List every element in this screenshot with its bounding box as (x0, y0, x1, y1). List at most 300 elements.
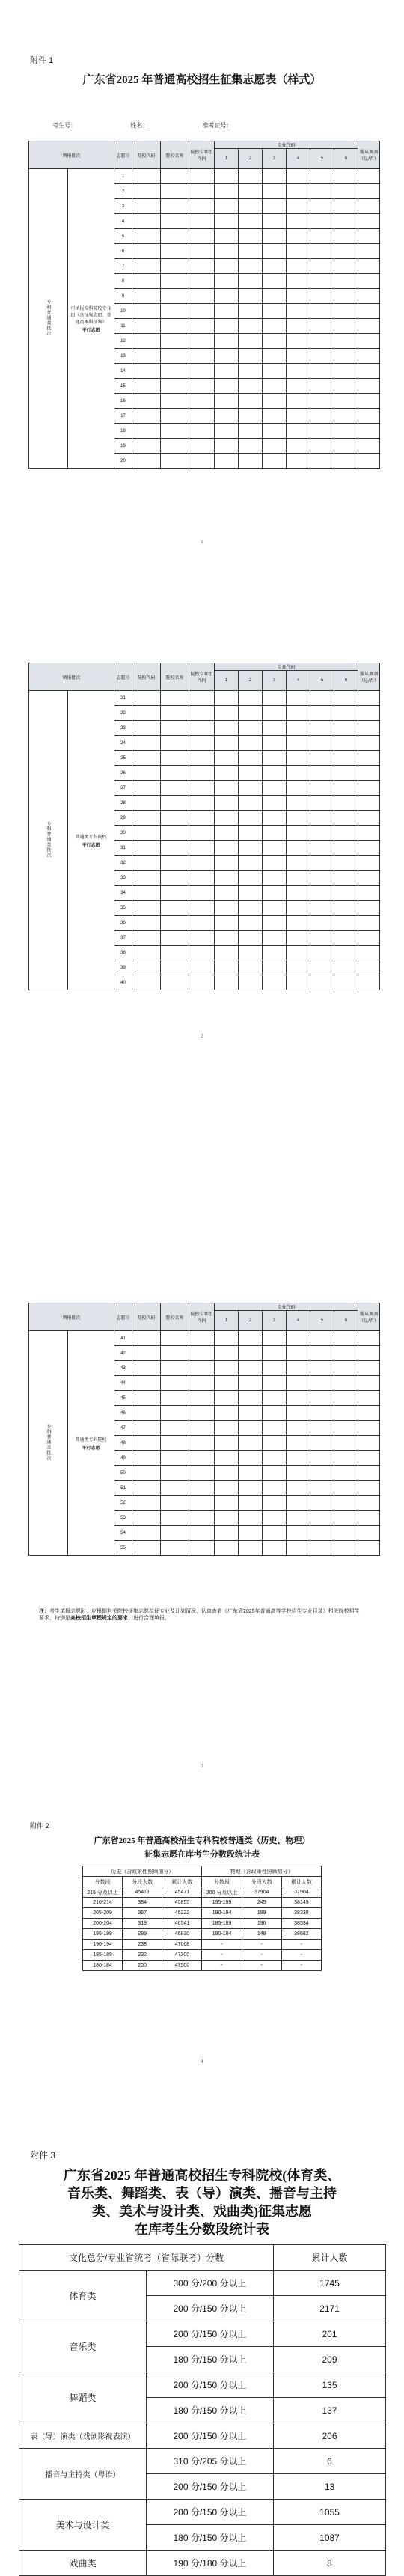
input-cell[interactable] (334, 409, 358, 424)
input-cell[interactable] (215, 1331, 239, 1346)
input-cell[interactable] (161, 1376, 189, 1391)
input-cell[interactable] (263, 691, 287, 706)
input-cell[interactable] (161, 796, 189, 811)
input-cell[interactable] (239, 409, 263, 424)
input-cell[interactable] (189, 214, 215, 229)
input-cell[interactable] (161, 304, 189, 319)
input-cell[interactable] (215, 1526, 239, 1541)
input-cell[interactable] (189, 1451, 215, 1466)
input-cell[interactable] (239, 304, 263, 319)
input-cell[interactable] (239, 1526, 263, 1541)
input-cell[interactable] (287, 289, 310, 304)
input-cell[interactable] (215, 691, 239, 706)
input-cell[interactable] (161, 871, 189, 886)
input-cell[interactable] (358, 960, 380, 975)
input-cell[interactable] (132, 1451, 161, 1466)
input-cell[interactable] (358, 871, 380, 886)
input-cell[interactable] (239, 289, 263, 304)
input-cell[interactable] (189, 975, 215, 990)
input-cell[interactable] (263, 1466, 287, 1481)
input-cell[interactable] (287, 706, 310, 721)
input-cell[interactable] (334, 379, 358, 394)
input-cell[interactable] (263, 841, 287, 856)
input-cell[interactable] (215, 841, 239, 856)
input-cell[interactable] (132, 364, 161, 379)
input-cell[interactable] (161, 409, 189, 424)
input-cell[interactable] (334, 781, 358, 796)
input-cell[interactable] (215, 856, 239, 871)
input-cell[interactable] (334, 736, 358, 751)
input-cell[interactable] (287, 184, 310, 199)
input-cell[interactable] (263, 274, 287, 289)
input-cell[interactable] (358, 214, 380, 229)
input-cell[interactable] (263, 960, 287, 975)
input-cell[interactable] (239, 319, 263, 334)
input-cell[interactable] (161, 781, 189, 796)
input-cell[interactable] (189, 781, 215, 796)
input-cell[interactable] (189, 706, 215, 721)
input-cell[interactable] (215, 454, 239, 469)
input-cell[interactable] (189, 364, 215, 379)
input-cell[interactable] (287, 1331, 310, 1346)
input-cell[interactable] (239, 454, 263, 469)
input-cell[interactable] (334, 1436, 358, 1451)
input-cell[interactable] (239, 841, 263, 856)
input-cell[interactable] (310, 946, 334, 960)
input-cell[interactable] (358, 1421, 380, 1436)
input-cell[interactable] (239, 1496, 263, 1511)
input-cell[interactable] (263, 364, 287, 379)
input-cell[interactable] (239, 856, 263, 871)
input-cell[interactable] (263, 334, 287, 349)
input-cell[interactable] (334, 1391, 358, 1406)
input-cell[interactable] (239, 1376, 263, 1391)
input-cell[interactable] (132, 184, 161, 199)
input-cell[interactable] (310, 394, 334, 409)
input-cell[interactable] (161, 766, 189, 781)
input-cell[interactable] (358, 229, 380, 244)
input-cell[interactable] (189, 1541, 215, 1556)
input-cell[interactable] (334, 274, 358, 289)
input-cell[interactable] (215, 409, 239, 424)
input-cell[interactable] (334, 1496, 358, 1511)
input-cell[interactable] (287, 259, 310, 274)
input-cell[interactable] (287, 856, 310, 871)
input-cell[interactable] (287, 1481, 310, 1496)
input-cell[interactable] (334, 960, 358, 975)
input-cell[interactable] (161, 1496, 189, 1511)
input-cell[interactable] (287, 454, 310, 469)
input-cell[interactable] (215, 1361, 239, 1376)
input-cell[interactable] (161, 691, 189, 706)
input-cell[interactable] (310, 1361, 334, 1376)
input-cell[interactable] (215, 1376, 239, 1391)
input-cell[interactable] (287, 319, 310, 334)
input-cell[interactable] (263, 751, 287, 766)
input-cell[interactable] (239, 169, 263, 184)
input-cell[interactable] (239, 781, 263, 796)
input-cell[interactable] (239, 706, 263, 721)
input-cell[interactable] (215, 319, 239, 334)
input-cell[interactable] (189, 349, 215, 364)
input-cell[interactable] (334, 1361, 358, 1376)
input-cell[interactable] (189, 184, 215, 199)
input-cell[interactable] (263, 1406, 287, 1421)
input-cell[interactable] (239, 931, 263, 946)
input-cell[interactable] (263, 1511, 287, 1526)
input-cell[interactable] (310, 289, 334, 304)
input-cell[interactable] (334, 349, 358, 364)
input-cell[interactable] (132, 841, 161, 856)
input-cell[interactable] (334, 439, 358, 454)
input-cell[interactable] (239, 691, 263, 706)
input-cell[interactable] (358, 364, 380, 379)
input-cell[interactable] (263, 1346, 287, 1361)
input-cell[interactable] (132, 379, 161, 394)
input-cell[interactable] (310, 274, 334, 289)
input-cell[interactable] (263, 766, 287, 781)
input-cell[interactable] (263, 394, 287, 409)
input-cell[interactable] (132, 1346, 161, 1361)
input-cell[interactable] (189, 841, 215, 856)
input-cell[interactable] (189, 244, 215, 259)
input-cell[interactable] (310, 1331, 334, 1346)
input-cell[interactable] (358, 691, 380, 706)
input-cell[interactable] (334, 199, 358, 214)
input-cell[interactable] (287, 721, 310, 736)
input-cell[interactable] (287, 364, 310, 379)
input-cell[interactable] (239, 1481, 263, 1496)
input-cell[interactable] (358, 886, 380, 901)
input-cell[interactable] (215, 394, 239, 409)
input-cell[interactable] (334, 304, 358, 319)
input-cell[interactable] (161, 244, 189, 259)
input-cell[interactable] (334, 394, 358, 409)
input-cell[interactable] (334, 931, 358, 946)
input-cell[interactable] (287, 1361, 310, 1376)
input-cell[interactable] (215, 781, 239, 796)
input-cell[interactable] (161, 946, 189, 960)
input-cell[interactable] (132, 1436, 161, 1451)
input-cell[interactable] (132, 289, 161, 304)
input-cell[interactable] (132, 319, 161, 334)
input-cell[interactable] (358, 736, 380, 751)
input-cell[interactable] (287, 1421, 310, 1436)
input-cell[interactable] (132, 975, 161, 990)
input-cell[interactable] (239, 214, 263, 229)
input-cell[interactable] (310, 334, 334, 349)
input-cell[interactable] (189, 319, 215, 334)
input-cell[interactable] (215, 199, 239, 214)
input-cell[interactable] (263, 424, 287, 439)
input-cell[interactable] (358, 394, 380, 409)
input-cell[interactable] (334, 259, 358, 274)
input-cell[interactable] (161, 424, 189, 439)
input-cell[interactable] (215, 1496, 239, 1511)
input-cell[interactable] (132, 259, 161, 274)
input-cell[interactable] (215, 946, 239, 960)
input-cell[interactable] (310, 856, 334, 871)
input-cell[interactable] (215, 1421, 239, 1436)
input-cell[interactable] (334, 1481, 358, 1496)
input-cell[interactable] (239, 259, 263, 274)
input-cell[interactable] (132, 1526, 161, 1541)
input-cell[interactable] (263, 259, 287, 274)
input-cell[interactable] (334, 1331, 358, 1346)
input-cell[interactable] (132, 721, 161, 736)
input-cell[interactable] (358, 1361, 380, 1376)
input-cell[interactable] (263, 901, 287, 916)
input-cell[interactable] (239, 975, 263, 990)
input-cell[interactable] (263, 289, 287, 304)
input-cell[interactable] (310, 409, 334, 424)
input-cell[interactable] (189, 1421, 215, 1436)
input-cell[interactable] (263, 796, 287, 811)
input-cell[interactable] (215, 811, 239, 826)
input-cell[interactable] (263, 1331, 287, 1346)
input-cell[interactable] (310, 1376, 334, 1391)
input-cell[interactable] (287, 796, 310, 811)
input-cell[interactable] (358, 826, 380, 841)
input-cell[interactable] (334, 1541, 358, 1556)
input-cell[interactable] (215, 274, 239, 289)
input-cell[interactable] (310, 349, 334, 364)
input-cell[interactable] (310, 811, 334, 826)
input-cell[interactable] (263, 781, 287, 796)
input-cell[interactable] (189, 274, 215, 289)
input-cell[interactable] (161, 841, 189, 856)
input-cell[interactable] (189, 1511, 215, 1526)
input-cell[interactable] (263, 379, 287, 394)
input-cell[interactable] (132, 706, 161, 721)
input-cell[interactable] (263, 826, 287, 841)
input-cell[interactable] (132, 214, 161, 229)
input-cell[interactable] (189, 454, 215, 469)
input-cell[interactable] (287, 871, 310, 886)
input-cell[interactable] (263, 454, 287, 469)
input-cell[interactable] (132, 1406, 161, 1421)
input-cell[interactable] (263, 886, 287, 901)
input-cell[interactable] (263, 1496, 287, 1511)
input-cell[interactable] (310, 886, 334, 901)
input-cell[interactable] (132, 916, 161, 931)
input-cell[interactable] (161, 259, 189, 274)
input-cell[interactable] (263, 1526, 287, 1541)
input-cell[interactable] (215, 960, 239, 975)
input-cell[interactable] (358, 1406, 380, 1421)
input-cell[interactable] (263, 736, 287, 751)
input-cell[interactable] (358, 916, 380, 931)
input-cell[interactable] (358, 1436, 380, 1451)
input-cell[interactable] (189, 334, 215, 349)
input-cell[interactable] (287, 1376, 310, 1391)
input-cell[interactable] (263, 1436, 287, 1451)
input-cell[interactable] (189, 916, 215, 931)
input-cell[interactable] (310, 199, 334, 214)
input-cell[interactable] (334, 691, 358, 706)
input-cell[interactable] (215, 334, 239, 349)
input-cell[interactable] (287, 334, 310, 349)
input-cell[interactable] (334, 1451, 358, 1466)
input-cell[interactable] (310, 1466, 334, 1481)
input-cell[interactable] (358, 244, 380, 259)
input-cell[interactable] (215, 766, 239, 781)
input-cell[interactable] (287, 439, 310, 454)
input-cell[interactable] (287, 304, 310, 319)
input-cell[interactable] (132, 274, 161, 289)
input-cell[interactable] (239, 199, 263, 214)
input-cell[interactable] (287, 931, 310, 946)
input-cell[interactable] (358, 841, 380, 856)
input-cell[interactable] (161, 901, 189, 916)
input-cell[interactable] (334, 244, 358, 259)
input-cell[interactable] (189, 886, 215, 901)
input-cell[interactable] (310, 1346, 334, 1361)
input-cell[interactable] (334, 334, 358, 349)
input-cell[interactable] (358, 1526, 380, 1541)
input-cell[interactable] (189, 394, 215, 409)
input-cell[interactable] (358, 304, 380, 319)
input-cell[interactable] (334, 856, 358, 871)
input-cell[interactable] (310, 781, 334, 796)
input-cell[interactable] (239, 916, 263, 931)
input-cell[interactable] (239, 796, 263, 811)
input-cell[interactable] (310, 706, 334, 721)
input-cell[interactable] (334, 229, 358, 244)
input-cell[interactable] (334, 871, 358, 886)
input-cell[interactable] (263, 244, 287, 259)
input-cell[interactable] (358, 796, 380, 811)
input-cell[interactable] (287, 1346, 310, 1361)
input-cell[interactable] (189, 1496, 215, 1511)
input-cell[interactable] (189, 856, 215, 871)
input-cell[interactable] (161, 1331, 189, 1346)
input-cell[interactable] (334, 1346, 358, 1361)
input-cell[interactable] (287, 1541, 310, 1556)
input-cell[interactable] (334, 886, 358, 901)
input-cell[interactable] (310, 169, 334, 184)
input-cell[interactable] (310, 931, 334, 946)
input-cell[interactable] (310, 721, 334, 736)
input-cell[interactable] (310, 901, 334, 916)
input-cell[interactable] (287, 841, 310, 856)
input-cell[interactable] (358, 1541, 380, 1556)
input-cell[interactable] (239, 184, 263, 199)
input-cell[interactable] (239, 364, 263, 379)
input-cell[interactable] (287, 1451, 310, 1466)
input-cell[interactable] (189, 826, 215, 841)
input-cell[interactable] (189, 229, 215, 244)
input-cell[interactable] (287, 766, 310, 781)
input-cell[interactable] (239, 1451, 263, 1466)
input-cell[interactable] (132, 1391, 161, 1406)
input-cell[interactable] (287, 916, 310, 931)
input-cell[interactable] (263, 706, 287, 721)
input-cell[interactable] (239, 1346, 263, 1361)
input-cell[interactable] (263, 1451, 287, 1466)
input-cell[interactable] (334, 706, 358, 721)
input-cell[interactable] (263, 214, 287, 229)
input-cell[interactable] (287, 379, 310, 394)
input-cell[interactable] (215, 931, 239, 946)
input-cell[interactable] (161, 274, 189, 289)
input-cell[interactable] (239, 766, 263, 781)
input-cell[interactable] (287, 229, 310, 244)
input-cell[interactable] (334, 841, 358, 856)
input-cell[interactable] (161, 826, 189, 841)
input-cell[interactable] (215, 1511, 239, 1526)
input-cell[interactable] (358, 1346, 380, 1361)
input-cell[interactable] (189, 751, 215, 766)
input-cell[interactable] (310, 424, 334, 439)
input-cell[interactable] (358, 1511, 380, 1526)
input-cell[interactable] (132, 856, 161, 871)
input-cell[interactable] (263, 811, 287, 826)
input-cell[interactable] (263, 1421, 287, 1436)
input-cell[interactable] (358, 199, 380, 214)
input-cell[interactable] (358, 931, 380, 946)
input-cell[interactable] (334, 289, 358, 304)
input-cell[interactable] (310, 1481, 334, 1496)
input-cell[interactable] (161, 214, 189, 229)
input-cell[interactable] (358, 751, 380, 766)
input-cell[interactable] (358, 169, 380, 184)
input-cell[interactable] (161, 379, 189, 394)
input-cell[interactable] (132, 826, 161, 841)
input-cell[interactable] (263, 169, 287, 184)
input-cell[interactable] (239, 736, 263, 751)
input-cell[interactable] (189, 379, 215, 394)
input-cell[interactable] (215, 349, 239, 364)
input-cell[interactable] (132, 409, 161, 424)
input-cell[interactable] (239, 244, 263, 259)
input-cell[interactable] (358, 1376, 380, 1391)
input-cell[interactable] (310, 214, 334, 229)
input-cell[interactable] (189, 1361, 215, 1376)
input-cell[interactable] (215, 1481, 239, 1496)
input-cell[interactable] (287, 1406, 310, 1421)
input-cell[interactable] (132, 751, 161, 766)
input-cell[interactable] (189, 424, 215, 439)
input-cell[interactable] (161, 454, 189, 469)
input-cell[interactable] (189, 901, 215, 916)
input-cell[interactable] (161, 975, 189, 990)
input-cell[interactable] (215, 439, 239, 454)
input-cell[interactable] (215, 1391, 239, 1406)
input-cell[interactable] (358, 811, 380, 826)
input-cell[interactable] (310, 1526, 334, 1541)
input-cell[interactable] (334, 1376, 358, 1391)
input-cell[interactable] (161, 960, 189, 975)
input-cell[interactable] (287, 1511, 310, 1526)
input-cell[interactable] (239, 439, 263, 454)
input-cell[interactable] (132, 1466, 161, 1481)
input-cell[interactable] (263, 229, 287, 244)
input-cell[interactable] (132, 811, 161, 826)
input-cell[interactable] (215, 886, 239, 901)
input-cell[interactable] (263, 199, 287, 214)
input-cell[interactable] (287, 1436, 310, 1451)
input-cell[interactable] (358, 424, 380, 439)
input-cell[interactable] (132, 349, 161, 364)
input-cell[interactable] (239, 886, 263, 901)
input-cell[interactable] (132, 1421, 161, 1436)
input-cell[interactable] (132, 229, 161, 244)
input-cell[interactable] (287, 946, 310, 960)
input-cell[interactable] (215, 244, 239, 259)
input-cell[interactable] (239, 1421, 263, 1436)
input-cell[interactable] (239, 1406, 263, 1421)
